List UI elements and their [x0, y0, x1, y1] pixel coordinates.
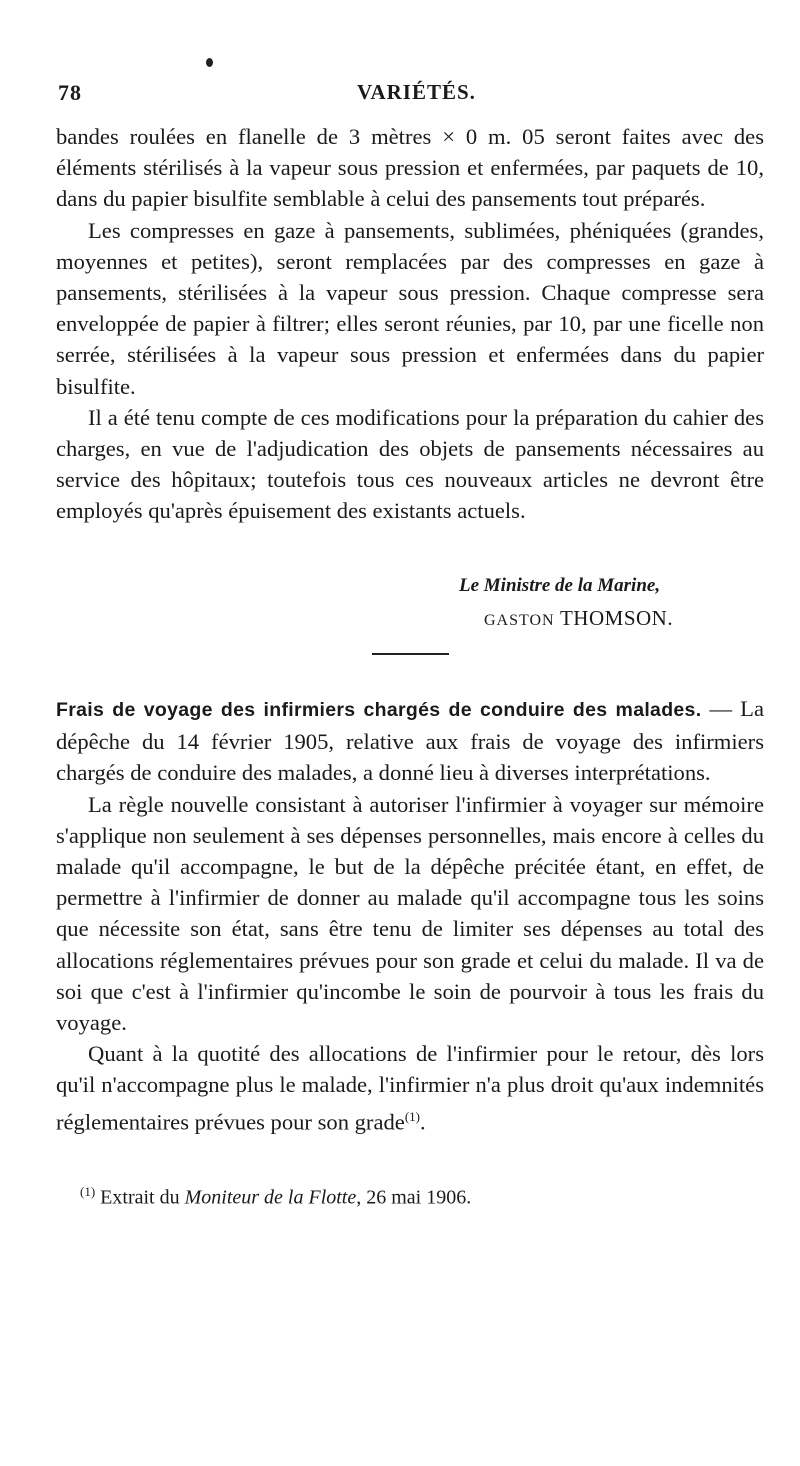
section-divider — [372, 653, 449, 655]
footnote-reference: (1) — [404, 1108, 420, 1124]
signature-name — [484, 606, 673, 631]
paragraph-compresses: Les compresses en gaze à pansements, sublimées, phéniquées (grandes, moyennes et petites), seront remplacées par des compresses en gaze à pansements, stérilisées à la vapeur sous pression. Chaque compresse sera enveloppée de papier à filtrer; elles seront réunies, par 10, par une ficelle non serrée, stérilisées à la vapeur sous pression et enfermées dans du papier bisulfite. — [56, 217, 764, 399]
signature-title: Le Ministre de la Marine, — [459, 575, 661, 596]
footnote-text-after: , 26 mai 1906. — [356, 1186, 472, 1209]
page-number: 78 — [58, 80, 82, 105]
article-frais-de-voyage — [56, 693, 764, 1137]
footnote-text-before: Extrait du — [95, 1186, 185, 1209]
signature-last-name: THOMSON. — [559, 606, 674, 630]
signature-first-name: GASTON — [484, 612, 555, 629]
running-head: VARIÉTÉS. — [357, 80, 476, 104]
footnote — [80, 1184, 471, 1210]
ink-dot — [206, 58, 213, 67]
paragraph-bandes: bandes roulées en flanelle de 3 mètres × 0 m. 05 seront faites avec des éléments stérilisés à la vapeur sous pression et enfermées, par paquets de 10, dans du papier bisulfite semblable à celui des pansements tout préparés. — [56, 124, 764, 212]
footnote-source: Moniteur de la Flotte — [184, 1186, 357, 1209]
section-title: Frais de voyage des infirmiers chargés de conduire des malades. — [56, 699, 702, 721]
article-continuation — [56, 121, 764, 527]
page-header — [56, 80, 766, 110]
footnote-mark: (1) — [80, 1184, 96, 1199]
paragraph-frais-intro-text: — La dépêche du 14 février 1905, relative aux frais de voyage des infirmiers chargés de conduire des malades, a donné lieu à diverses interprétations. — [56, 696, 764, 786]
paragraph-quotite-text: Quant à la quotité des allocations de l'infirmier pour le retour, dès lors qu'il n'accompagne plus le malade, l'infirmier n'a plus droit qu'aux indemnités réglementaires prévues pour son grade — [56, 1041, 764, 1135]
paragraph-regle-nouvelle: La règle nouvelle consistant à autoriser l'infirmier à voyager sur mémoire s'applique non seulement à ses dépenses personnelles, mais encore à celles du malade qu'il accompagne, le but de la dépêche précitée étant, en effet, de permettre à l'infirmier de donner au malade qu'il accompagne tous les soins que nécessite son état, sans être tenu de limiter ses dépenses au total des allocations réglementaires prévues pour son grade et celui du malade. Il va de soi que c'est à l'infirmier qu'incombe le soin de pourvoir à tous les frais du voyage. — [56, 791, 764, 1036]
paragraph-quotite — [56, 1038, 764, 1137]
paragraph-cahier-des-charges: Il a été tenu compte de ces modifications pour la préparation du cahier des charges, en vue de l'adjudication des objets de pansements nécessaires au service des hôpitaux; toutefois tous ces nouveaux articles ne devront être employés qu'après épuisement des existants actuels. — [56, 404, 764, 524]
paragraph-frais-intro — [56, 693, 764, 789]
paragraph-quotite-end: . — [420, 1109, 426, 1135]
